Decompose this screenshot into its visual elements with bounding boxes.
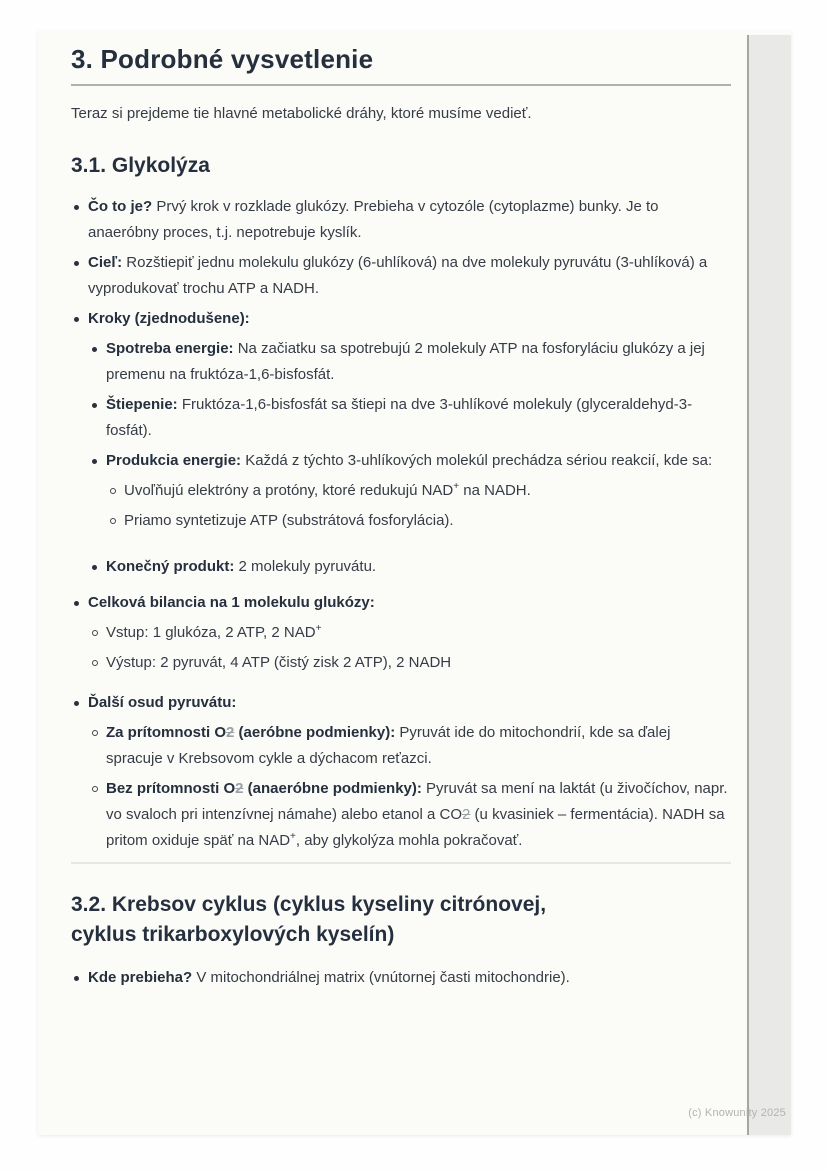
list-item-text bbox=[88, 590, 731, 616]
glycolysis-list bbox=[71, 194, 731, 854]
text-segment: (anaeróbne podmienky): bbox=[243, 780, 422, 798]
text-segment: Priamo syntetizuje ATP (substrátová fosforylácia). bbox=[124, 512, 454, 530]
list-item bbox=[71, 554, 731, 580]
section-glycolysis-heading: 3.1. Glykolýza bbox=[71, 154, 210, 178]
circle-bullet-icon bbox=[110, 518, 124, 534]
list-item bbox=[71, 590, 731, 616]
text-segment: Vstup: 1 glukóza, 2 ATP, 2 NAD bbox=[106, 624, 316, 642]
text-segment: , aby glykolýza mohla pokračovať. bbox=[295, 832, 523, 850]
list-item-text bbox=[106, 650, 731, 676]
text-segment: 2 bbox=[226, 724, 235, 742]
list-item-text bbox=[106, 720, 731, 772]
list-item bbox=[71, 776, 731, 854]
text-segment: Na začiatku sa spotrebujú 2 molekuly ATP na fosforyláciu glukózy a jej premenu na fruktóza-1,6-bisfosfát. bbox=[106, 340, 705, 384]
list-item-text bbox=[106, 554, 731, 580]
circle-bullet-icon bbox=[92, 660, 106, 676]
disc-bullet-icon bbox=[74, 975, 88, 991]
list-item bbox=[71, 306, 731, 332]
text-segment: (u kvasiniek – fermentácia). NADH sa pritom oxiduje späť na NAD bbox=[106, 806, 725, 850]
list-item bbox=[71, 720, 731, 772]
text-segment: Konečný produkt: bbox=[106, 558, 235, 576]
list-item-text bbox=[106, 392, 731, 444]
text-segment: Pyruvát sa mení na laktát (u živočíchov, napr. vo svaloch pri intenzívnej námahe) alebo etanol a CO bbox=[106, 780, 728, 824]
list-item-text bbox=[106, 336, 731, 388]
disc-bullet-icon bbox=[92, 458, 106, 474]
text-segment: Ďalší osud pyruvátu: bbox=[88, 694, 237, 712]
text-segment: Každá z týchto 3-uhlíkových molekúl prechádza sériou reakcií, kde sa: bbox=[241, 452, 713, 470]
list-item-text bbox=[88, 306, 731, 332]
text-segment: Uvoľňujú elektróny a protóny, ktoré redukujú NAD bbox=[124, 482, 454, 500]
list-item-text bbox=[88, 250, 731, 302]
text-segment: Kroky (zjednodušene): bbox=[88, 310, 250, 328]
circle-bullet-icon bbox=[110, 488, 124, 504]
text-segment: V mitochondriálnej matrix (vnútornej časti mitochondrie). bbox=[192, 969, 570, 987]
text-segment: Prvý krok v rozklade glukózy. Prebieha v cytozóle (cytoplazme) bunky. Je to anaeróbny proces, t.j. nepotrebuje kyslík. bbox=[88, 198, 659, 242]
list-item-text bbox=[124, 508, 731, 534]
text-segment: Štiepenie: bbox=[106, 396, 178, 414]
section-krebs-heading-line2: cyklus trikarboxylových kyselín) bbox=[71, 923, 395, 947]
disc-bullet-icon bbox=[74, 260, 88, 302]
text-segment: 2 bbox=[462, 806, 471, 824]
list-item-text bbox=[88, 194, 731, 246]
list-item bbox=[71, 392, 731, 444]
text-segment: Čo to je? bbox=[88, 198, 153, 216]
list-item-text bbox=[88, 965, 731, 991]
knowunity-watermark: (c) Knowunity 2025 bbox=[688, 1107, 786, 1119]
disc-bullet-icon bbox=[74, 600, 88, 616]
list-item bbox=[71, 478, 731, 504]
intro-paragraph: Teraz si prejdeme tie hlavné metabolické dráhy, ktoré musíme vedieť. bbox=[71, 105, 532, 123]
text-segment: Produkcia energie: bbox=[106, 452, 242, 470]
text-segment: Cieľ: bbox=[88, 254, 123, 272]
disc-bullet-icon bbox=[92, 346, 106, 388]
text-segment: Výstup: 2 pyruvát, 4 ATP (čistý zisk 2 ATP), 2 NADH bbox=[106, 654, 452, 672]
list-item bbox=[71, 194, 731, 246]
disc-bullet-icon bbox=[74, 204, 88, 246]
section-divider bbox=[71, 862, 731, 864]
circle-bullet-icon bbox=[92, 786, 106, 854]
text-segment: Bez prítomnosti O bbox=[106, 780, 236, 798]
circle-bullet-icon bbox=[92, 730, 106, 772]
document-page bbox=[38, 31, 791, 1135]
text-segment: + bbox=[453, 481, 460, 493]
list-item bbox=[71, 690, 731, 716]
list-item bbox=[71, 336, 731, 388]
list-item bbox=[71, 250, 731, 302]
list-item-text bbox=[124, 478, 731, 504]
circle-bullet-icon bbox=[92, 630, 106, 646]
list-item bbox=[71, 508, 731, 534]
text-segment: + bbox=[290, 831, 296, 843]
scrollbar-track[interactable] bbox=[747, 35, 791, 1135]
text-segment: 2 molekuly pyruvátu. bbox=[234, 558, 377, 576]
text-segment: Fruktóza-1,6-bisfosfát sa štiepi na dve 3-uhlíkové molekuly (glyceraldehyd-3-fosfát). bbox=[106, 396, 693, 440]
text-segment: 2 bbox=[235, 780, 244, 798]
list-item bbox=[71, 965, 731, 991]
document-content bbox=[38, 31, 731, 991]
text-segment: Kde prebieha? bbox=[88, 969, 193, 987]
list-item bbox=[71, 650, 731, 676]
list-item-text bbox=[106, 448, 731, 474]
list-item bbox=[71, 620, 731, 646]
disc-bullet-icon bbox=[92, 564, 106, 580]
section-krebs-heading bbox=[71, 890, 731, 950]
text-segment: (aeróbne podmienky): bbox=[234, 724, 396, 742]
disc-bullet-icon bbox=[92, 402, 106, 444]
disc-bullet-icon bbox=[74, 700, 88, 716]
text-segment: + bbox=[315, 623, 322, 635]
section-krebs-heading-line1: 3.2. Krebsov cyklus (cyklus kyseliny citrónovej, bbox=[71, 893, 547, 917]
text-segment: Rozštiepiť jednu molekulu glukózy (6-uhlíková) na dve molekuly pyruvátu (3-uhlíková) a vyprodukovať trochu ATP a NADH. bbox=[88, 254, 708, 298]
text-segment: Za prítomnosti O bbox=[106, 724, 226, 742]
title-divider bbox=[71, 84, 731, 86]
page-title: 3. Podrobné vysvetlenie bbox=[71, 44, 374, 74]
list-item bbox=[71, 448, 731, 474]
list-item-text bbox=[106, 620, 731, 646]
krebs-list bbox=[71, 965, 731, 991]
disc-bullet-icon bbox=[74, 316, 88, 332]
text-segment: Celková bilancia na 1 molekulu glukózy: bbox=[88, 594, 375, 612]
text-segment: Pyruvát ide do mitochondrií, kde sa ďalej spracuje v Krebsovom cykle a dýchacom reťazci. bbox=[106, 724, 671, 768]
text-segment: Spotreba energie: bbox=[106, 340, 234, 358]
list-item-text bbox=[106, 776, 731, 854]
list-item-text bbox=[88, 690, 731, 716]
text-segment: na NADH. bbox=[459, 482, 531, 500]
